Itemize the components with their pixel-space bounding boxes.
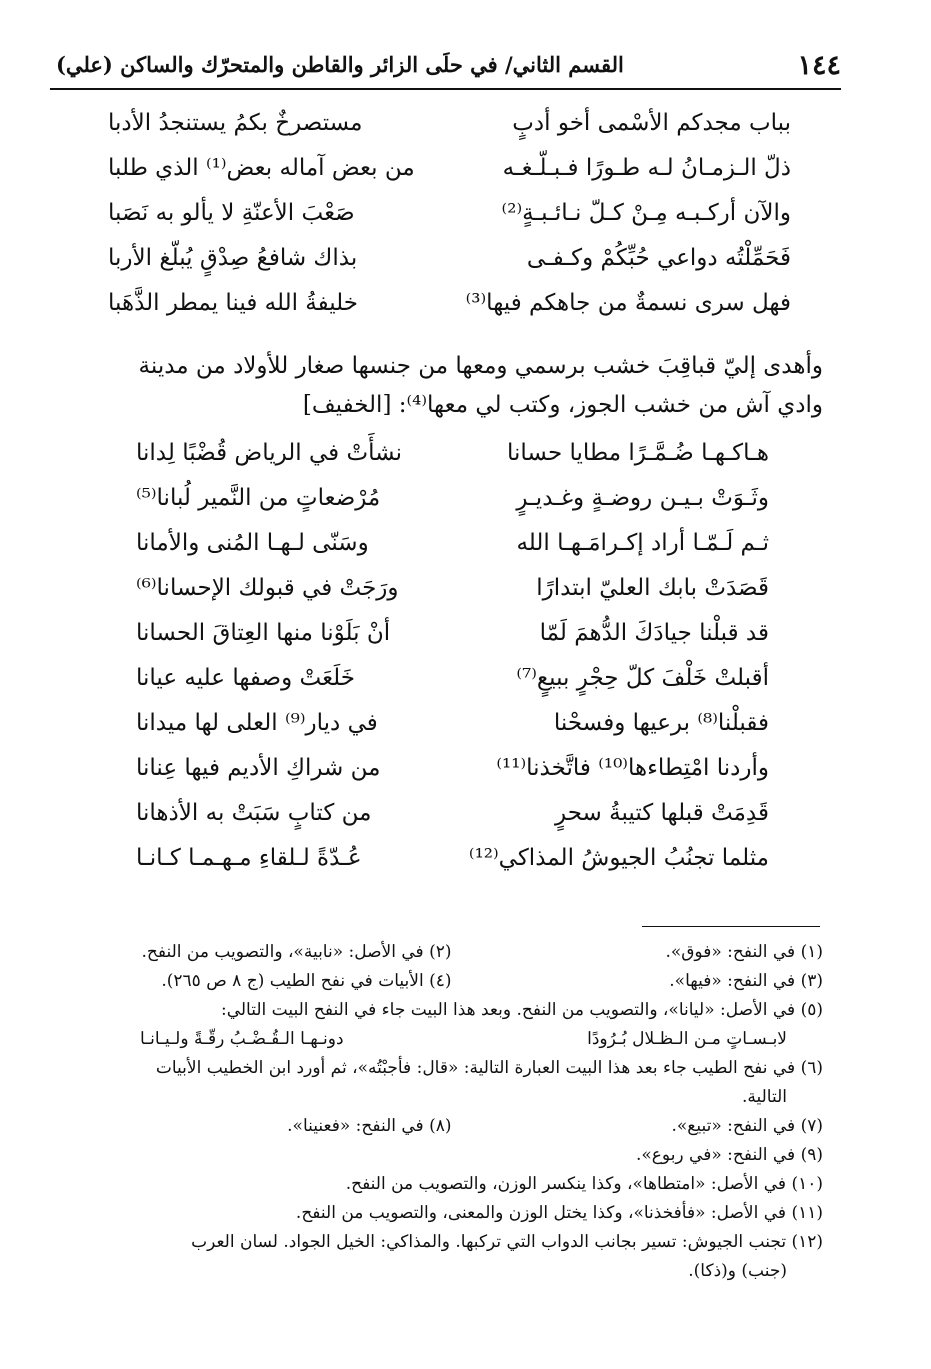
verse-left-hemistich: أنْ بَلَوْنا منها العِتاقَ الحسانا — [136, 620, 391, 646]
verse-right-hemistich: وأردنا امْتِطاءها⁽¹⁰⁾ فاتَّخذنا⁽¹¹⁾ — [496, 755, 769, 781]
prose-paragraph — [70, 347, 823, 425]
verse-left-hemistich: خَلَعَتْ وصفها عليه عيانا — [136, 665, 356, 691]
verse-left-hemistich: خليفةُ الله فينا يمطر الذَّهَبا — [108, 290, 359, 316]
verse-left-hemistich: من شراكِ الأديم فيها عِنانا — [136, 755, 381, 781]
verse-line — [0, 613, 931, 653]
verse-left-hemistich: بذاك شافعُ صِدْقٍ يُبلّغ الأربا — [108, 245, 358, 271]
footnote-row — [80, 967, 823, 996]
footnote-11: (١١) في الأصل: «فأفخذنا»، وكذا يختل الوزن والمعنى، والتصويب من النفح. — [295, 1203, 823, 1223]
footnote-12: (١٢) تجنب الجيوش: تسير بجانب الدواب التي تركبها. والمذاكي: الخيل الجواد. لسان العرب — [191, 1232, 823, 1252]
footnote-5: (٥) في الأصل: «ليانا»، والتصويب من النفح. وبعد هذا البيت جاء في النفح البيت التالي: — [220, 1000, 823, 1020]
verse-left-hemistich: مُرْضعاتٍ من النَّمير لُبانا⁽⁵⁾ — [136, 485, 381, 511]
verse-line — [0, 193, 931, 233]
footnote-10: (١٠) في الأصل: «امتطاها»، وكذا ينكسر الوزن، والتصويب من النفح. — [345, 1174, 823, 1194]
footnote-7: (٧) في النفح: «تبيع». — [671, 1116, 823, 1136]
verse-line — [0, 238, 931, 278]
verse-line — [0, 568, 931, 608]
verse-right-hemistich: ذلّ الـزمـانُ لـه طـورًا فـبـلّـغـه — [502, 155, 791, 181]
footnote-6: (٦) في نفح الطيب جاء بعد هذا البيت العبارة التالية: «قال: فأجبْتُه»، ثم أورد ابن الخطيب الأبيات — [155, 1058, 823, 1078]
prose-line: وأهدى إليّ قباقِبَ خشب برسمي ومعها من جنسها صغار للأولاد من مدينة — [138, 353, 823, 379]
verse-line — [0, 793, 931, 833]
footnote-9: (٩) في النفح: «في ربوع». — [635, 1145, 823, 1165]
verse-right-hemistich: ثـم لَـمّـا أراد إكـرامَـهـا الله — [516, 530, 769, 556]
footnote-12-continuation: (جنب) و(ذكا). — [688, 1261, 787, 1281]
verse-line — [0, 838, 931, 878]
verse-right-hemistich: فقبلْنا⁽⁸⁾ برعيها وفسحْنا — [553, 710, 769, 736]
footnote-5-verse — [80, 1025, 823, 1054]
verse-left-hemistich: صَعْبَ الأعنّةِ لا يألو به نَصَبا — [108, 200, 355, 226]
page-header — [50, 42, 841, 90]
verse-left-hemistich: ورَجَتْ في قبولك الإحسانا⁽⁶⁾ — [136, 575, 399, 601]
verse-line — [0, 658, 931, 698]
verse-left-hemistich: في ديار⁽⁹⁾ العلى لها ميدانا — [136, 710, 378, 736]
footnote-4: (٤) الأبيات في نفح الطيب (ج ٨ ص ٢٦٥). — [161, 971, 452, 991]
verse-right-hemistich: وثَـوَتْ بـيـن روضـةٍ وغـديـرٍ — [516, 485, 769, 511]
verse-line — [0, 148, 931, 188]
footnote-verse-right: لابـسـاتٍ مـن الـظـلال بُـرُودًا — [587, 1029, 787, 1049]
verse-right-hemistich: فهل سرى نسمةٌ من جاهكم فيها⁽³⁾ — [465, 290, 791, 316]
footnote-1: (١) في النفح: «فوق». — [665, 942, 823, 962]
verse-line — [0, 523, 931, 563]
verse-line — [0, 283, 931, 323]
verse-left-hemistich: عُـدّةً لـلقاءِ مـهـمـا كـانـا — [136, 845, 362, 871]
verse-line — [0, 103, 931, 143]
verse-right-hemistich: هـاكـهـا ضُـمَّـرًا مطايا حسانا — [507, 440, 769, 466]
verse-line — [0, 748, 931, 788]
footnote-8: (٨) في النفح: «فعنينا». — [287, 1116, 452, 1136]
verse-line — [0, 703, 931, 743]
verse-right-hemistich: قد قبلْنا جيادَكَ الدُّهمَ لَمّا — [539, 620, 769, 646]
footnote-separator — [642, 926, 820, 927]
verse-left-hemistich: من بعض آماله بعض⁽¹⁾ الذي طلبا — [108, 155, 415, 181]
footnote-row — [80, 938, 823, 967]
footnote-row — [80, 1112, 823, 1141]
footnotes — [80, 938, 823, 1286]
footnote-3: (٣) في النفح: «فيها». — [669, 971, 823, 991]
footnote-6-continuation: التالية. — [741, 1087, 787, 1107]
verse-line — [0, 478, 931, 518]
verse-left-hemistich: مستصرخٌ بكمُ يستنجدُ الأدبا — [108, 110, 363, 136]
verse-right-hemistich: مثلما تجنُبُ الجيوشُ المذاكي⁽¹²⁾ — [468, 845, 769, 871]
verse-left-hemistich: نشأَتْ في الرياض قُضْبًا لِدانا — [136, 440, 403, 466]
verse-left-hemistich: من كتابٍ سَبَتْ به الأذهانا — [136, 800, 372, 826]
running-head: القسم الثاني/ في حلَى الزائر والقاطن والمتحرّك والساكن (علي) — [56, 52, 624, 77]
verse-right-hemistich: قَصَدَتْ بابك العليّ ابتدارًا — [536, 575, 769, 601]
verse-left-hemistich: وسَنّى لـهـا المُنى والأمانا — [136, 530, 369, 556]
verse-line — [0, 433, 931, 473]
page-number: ١٤٤ — [797, 50, 841, 81]
verse-right-hemistich: والآن أركـبـه مِـنْ كـلّ نـائـبـةٍ⁽²⁾ — [501, 200, 791, 226]
verse-right-hemistich: قَدِمَتْ قبلها كتيبةُ سحرٍ — [555, 800, 769, 826]
verse-right-hemistich: أقبلتْ خَلْفَ كلّ حِجْرٍ ببيعٍ⁽⁷⁾ — [516, 665, 769, 691]
prose-line: وادي آش من خشب الجوز، وكتب لي معها⁽⁴⁾: [الخفيف] — [302, 392, 823, 418]
footnote-2: (٢) في الأصل: «نابية»، والتصويب من النفح. — [141, 942, 452, 962]
footnote-verse-left: دونـهـا الـقُـضْـبُ رقّـةً ولـيـانـا — [140, 1029, 344, 1049]
verse-right-hemistich: بباب مجدكم الأسْمى أخو أدبٍ — [512, 110, 791, 136]
verse-right-hemistich: فَحَمِّلْتُه دواعي حُبِّكُمْ وكـفـى — [526, 245, 791, 271]
